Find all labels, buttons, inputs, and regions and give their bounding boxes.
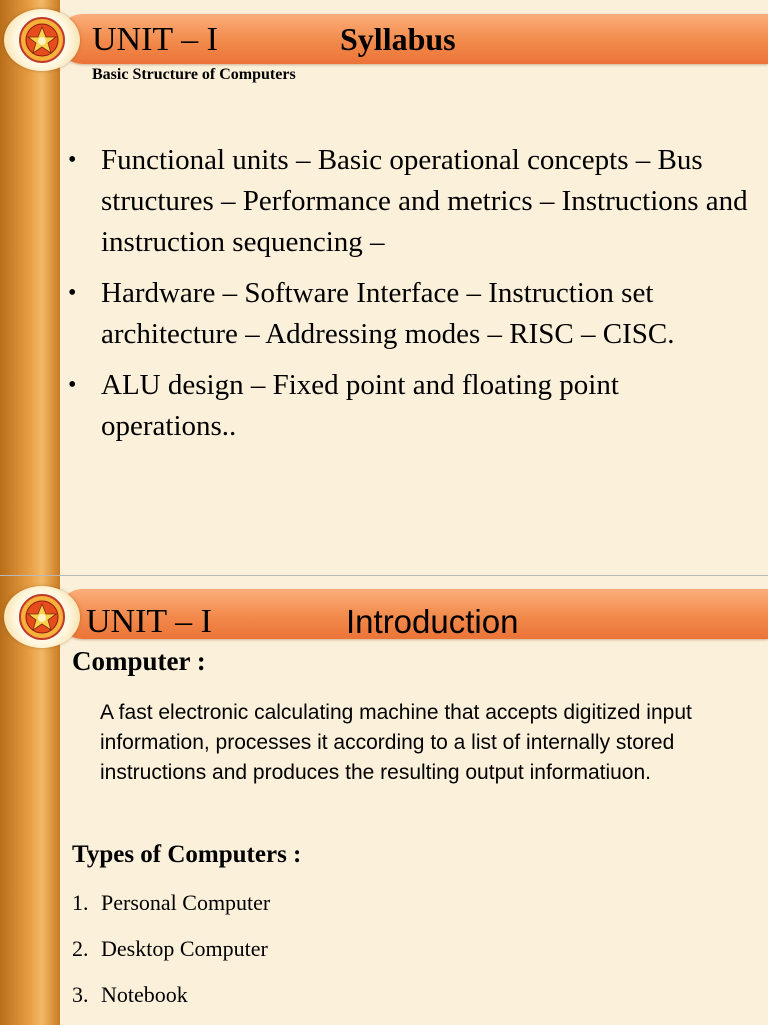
slide-introduction — [0, 575, 768, 1025]
college-emblem-icon — [4, 586, 80, 648]
list-label: Notebook — [101, 982, 188, 1007]
unit-label: UNIT – I — [92, 21, 218, 58]
list-label: Desktop Computer — [101, 936, 268, 961]
slide-subtitle: Basic Structure of Computers — [92, 66, 296, 83]
computer-heading: Computer : — [72, 646, 206, 676]
unit-label: UNIT – I — [86, 603, 212, 640]
computer-types-list — [72, 891, 270, 1025]
computer-definition: A fast electronic calculating machine that accepts digitized input information, processes it according to a list of internally stored instructions and produces the resulting output informatiuon. — [100, 701, 692, 784]
list-item — [72, 937, 270, 961]
bullet-text: Hardware – Software Interface – Instruction set architecture – Addressing modes – RISC – CISC. — [101, 277, 675, 350]
slide-title: Syllabus — [340, 21, 456, 57]
bullet-icon: • — [68, 372, 77, 398]
list-number: 2. — [72, 936, 89, 961]
bullet-text: Functional units – Basic operational concepts – Bus structures – Performance and metrics – Instructions and instruction sequencing – — [101, 144, 748, 258]
list-item — [72, 983, 270, 1007]
side-stripe — [0, 0, 60, 575]
bullet-item — [68, 140, 748, 263]
list-label: Personal Computer — [101, 890, 271, 915]
bullet-item — [68, 365, 748, 447]
bullet-icon: • — [68, 147, 77, 173]
bullet-text: ALU design – Fixed point and floating point operations.. — [101, 369, 619, 442]
slide-title: Introduction — [346, 603, 519, 640]
list-number: 1. — [72, 890, 89, 915]
bullet-item — [68, 273, 748, 355]
list-number: 3. — [72, 982, 89, 1007]
syllabus-bullet-list — [68, 140, 748, 457]
bullet-icon: • — [68, 280, 77, 306]
list-item — [72, 891, 270, 915]
college-emblem-icon — [4, 9, 80, 71]
types-heading: Types of Computers : — [72, 841, 302, 868]
